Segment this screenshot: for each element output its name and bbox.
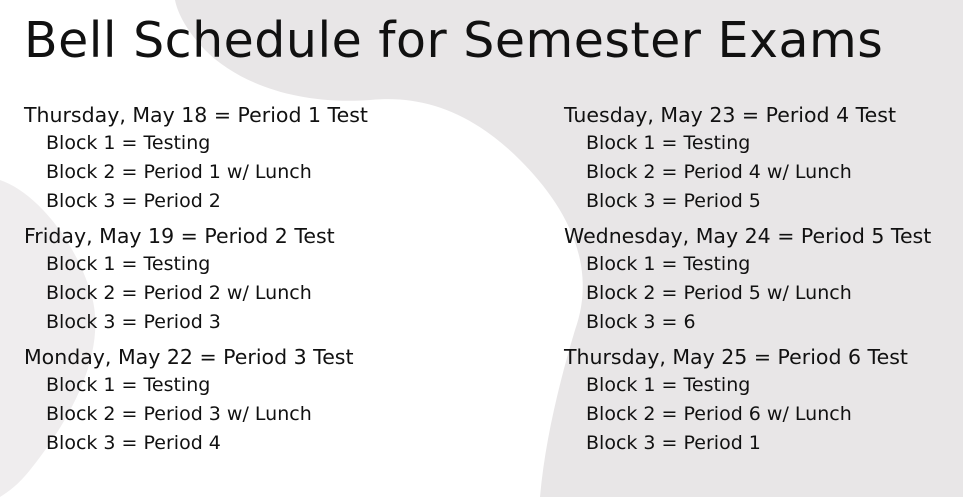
day-group: [564, 222, 931, 337]
block-line: Block 1 = Testing: [46, 132, 211, 154]
day-heading: Monday, May 22 = Period 3 Test: [24, 345, 354, 369]
day-group: [564, 343, 931, 458]
block-line: Block 3 = 6: [586, 311, 696, 333]
block-line: Block 3 = Period 2: [46, 190, 221, 212]
block-line: Block 2 = Period 6 w/ Lunch: [586, 403, 852, 425]
block-line: Block 3 = Period 4: [46, 432, 221, 454]
block-line: Block 2 = Period 4 w/ Lunch: [586, 161, 852, 183]
schedule-column-left: [24, 101, 368, 464]
block-line: Block 3 = Period 3: [46, 311, 221, 333]
block-line: Block 3 = Period 1: [586, 432, 761, 454]
day-heading: Tuesday, May 23 = Period 4 Test: [564, 103, 896, 127]
day-group: [24, 343, 368, 458]
block-line: Block 1 = Testing: [586, 253, 751, 275]
block-line: Block 1 = Testing: [586, 132, 751, 154]
day-heading: Friday, May 19 = Period 2 Test: [24, 224, 335, 248]
day-heading: Thursday, May 25 = Period 6 Test: [564, 345, 908, 369]
block-line: Block 1 = Testing: [46, 253, 211, 275]
block-line: Block 2 = Period 2 w/ Lunch: [46, 282, 312, 304]
block-line: Block 3 = Period 5: [586, 190, 761, 212]
schedule-column-right: [564, 101, 931, 464]
block-line: Block 2 = Period 3 w/ Lunch: [46, 403, 312, 425]
block-line: Block 1 = Testing: [46, 374, 211, 396]
page-title: Bell Schedule for Semester Exams: [24, 12, 884, 69]
block-line: Block 2 = Period 1 w/ Lunch: [46, 161, 312, 183]
day-heading: Thursday, May 18 = Period 1 Test: [24, 103, 368, 127]
day-group: [24, 101, 368, 216]
day-heading: Wednesday, May 24 = Period 5 Test: [564, 224, 932, 248]
block-line: Block 2 = Period 5 w/ Lunch: [586, 282, 852, 304]
day-group: [24, 222, 368, 337]
day-group: [564, 101, 931, 216]
block-line: Block 1 = Testing: [586, 374, 751, 396]
